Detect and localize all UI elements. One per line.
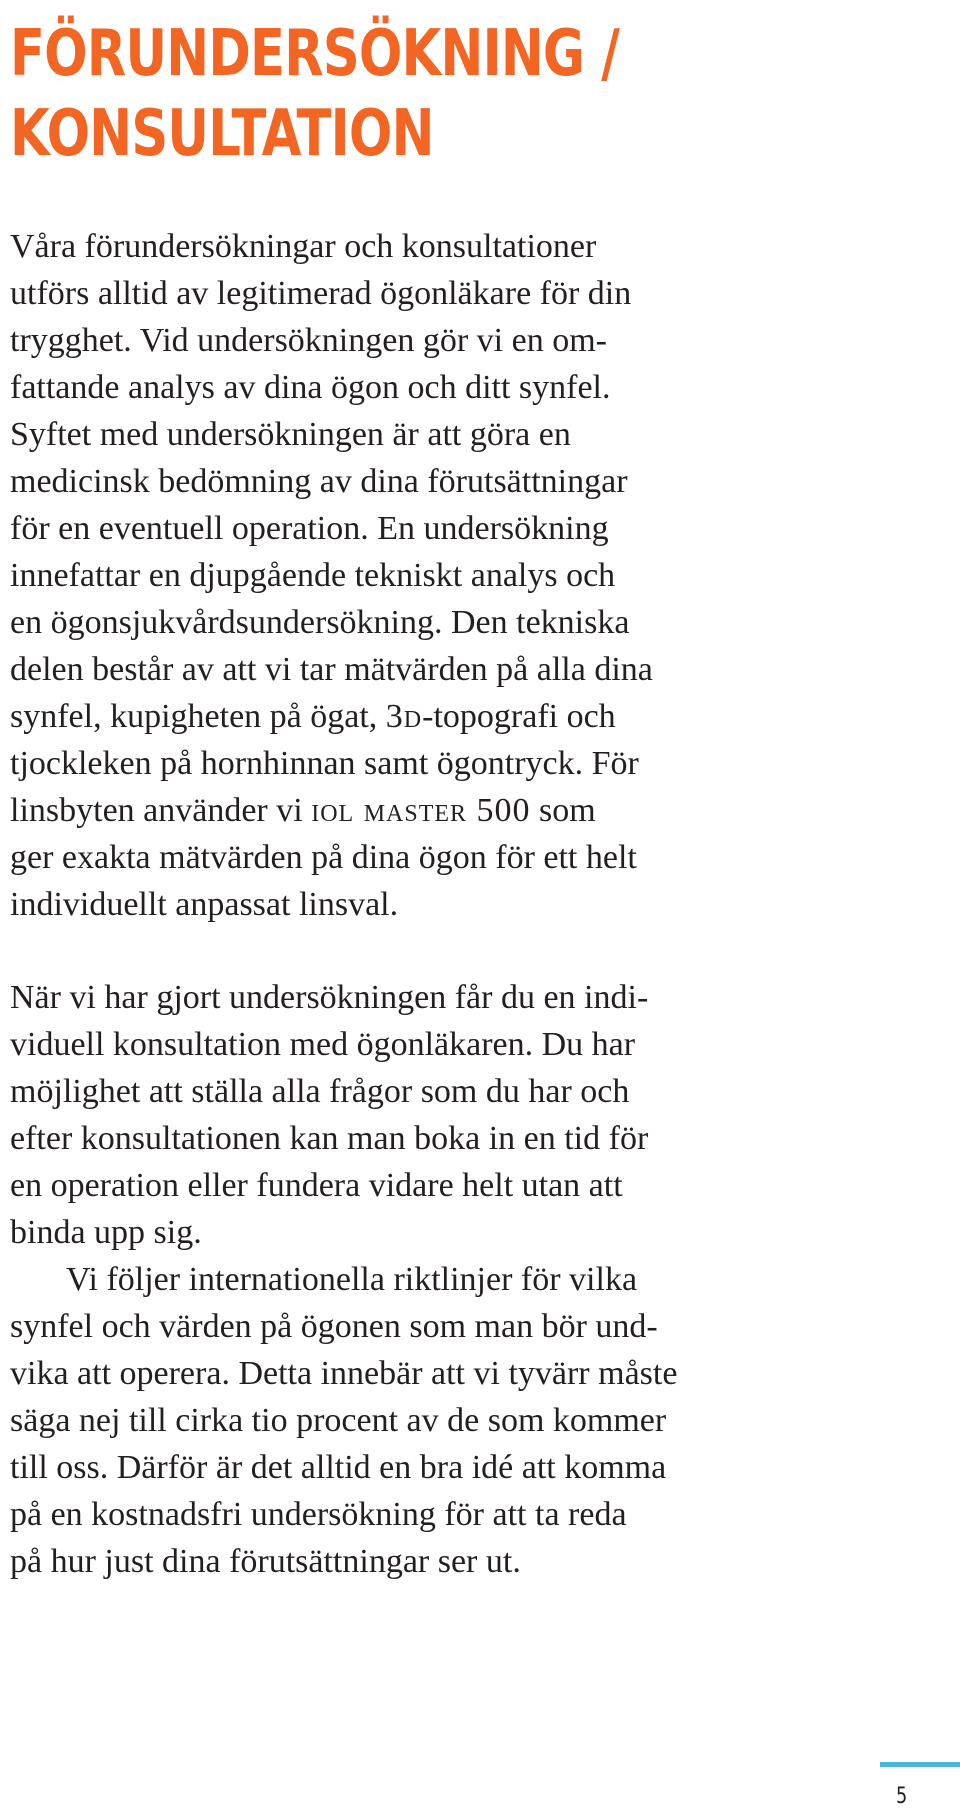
- text-line: vika att operera. Detta innebär att vi tyvärr måste: [10, 1355, 678, 1392]
- text-line: binda upp sig.: [10, 1214, 202, 1251]
- text-line: för en eventuell operation. En undersökning: [10, 510, 609, 547]
- text-line: tjockleken på hornhinnan samt ögontryck. För: [10, 745, 639, 782]
- title-line-1: FÖRUNDERSÖKNING /: [10, 17, 620, 91]
- text-line: till oss. Därför är det alltid en bra idé att komma: [10, 1449, 667, 1486]
- text-line: individuellt anpassat linsval.: [10, 886, 399, 923]
- product-name-iol-master: iol master 500: [311, 792, 531, 829]
- text-line: på en kostnadsfri undersökning för att ta reda: [10, 1496, 627, 1533]
- text-line: synfel och värden på ögonen som man bör und-: [10, 1308, 658, 1345]
- text-line: en ögonsjukvårdsundersökning. Den tekniska: [10, 604, 630, 641]
- text-line: När vi har gjort undersökningen får du en indi-: [10, 979, 649, 1016]
- text-line: Våra förundersökningar och konsultationer: [10, 228, 597, 265]
- text-line: möjlighet att ställa alla frågor som du har och: [10, 1073, 630, 1110]
- page-number-rule: [880, 1762, 960, 1767]
- text-fragment: som: [530, 792, 596, 829]
- page-number: 5: [896, 1784, 908, 1809]
- text-line: [10, 787, 960, 834]
- abbreviation-3d: 3d: [385, 698, 423, 735]
- text-line: på hur just dina förutsättningar ser ut.: [10, 1543, 521, 1580]
- paragraph-examination: [10, 223, 960, 928]
- text-fragment: synfel, kupigheten på ögat,: [10, 698, 386, 735]
- text-line: innefattar en djupgående tekniskt analys och: [10, 557, 616, 594]
- text-line: trygghet. Vid undersökningen gör vi en om-: [10, 322, 607, 359]
- text-line: efter konsultationen kan man boka in en tid för: [10, 1120, 649, 1157]
- title-line-2: KONSULTATION: [10, 97, 434, 171]
- text-line: medicinsk bedömning av dina förutsättningar: [10, 463, 628, 500]
- text-line: viduell konsultation med ögonläkaren. Du har: [10, 1026, 636, 1063]
- text-line: fattande analys av dina ögon och ditt synfel.: [10, 369, 611, 406]
- text-line: säga nej till cirka tio procent av de som kommer: [10, 1402, 667, 1439]
- text-fragment: linsbyten använder vi: [10, 792, 312, 829]
- text-line: en operation eller fundera vidare helt utan att: [10, 1167, 623, 1204]
- text-line: ger exakta mätvärden på dina ögon för ett helt: [10, 839, 637, 876]
- text-line: delen består av att vi tar mätvärden på alla dina: [10, 651, 653, 688]
- text-line-indented: Vi följer internationella riktlinjer för vilka: [66, 1261, 638, 1298]
- text-fragment: -topografi och: [422, 698, 616, 735]
- text-line: [10, 693, 960, 740]
- text-line: utförs alltid av legitimerad ögonläkare för din: [10, 275, 632, 312]
- paragraph-consultation: [10, 974, 960, 1585]
- page-title: [10, 14, 619, 174]
- text-line: Syftet med undersökningen är att göra en: [10, 416, 571, 453]
